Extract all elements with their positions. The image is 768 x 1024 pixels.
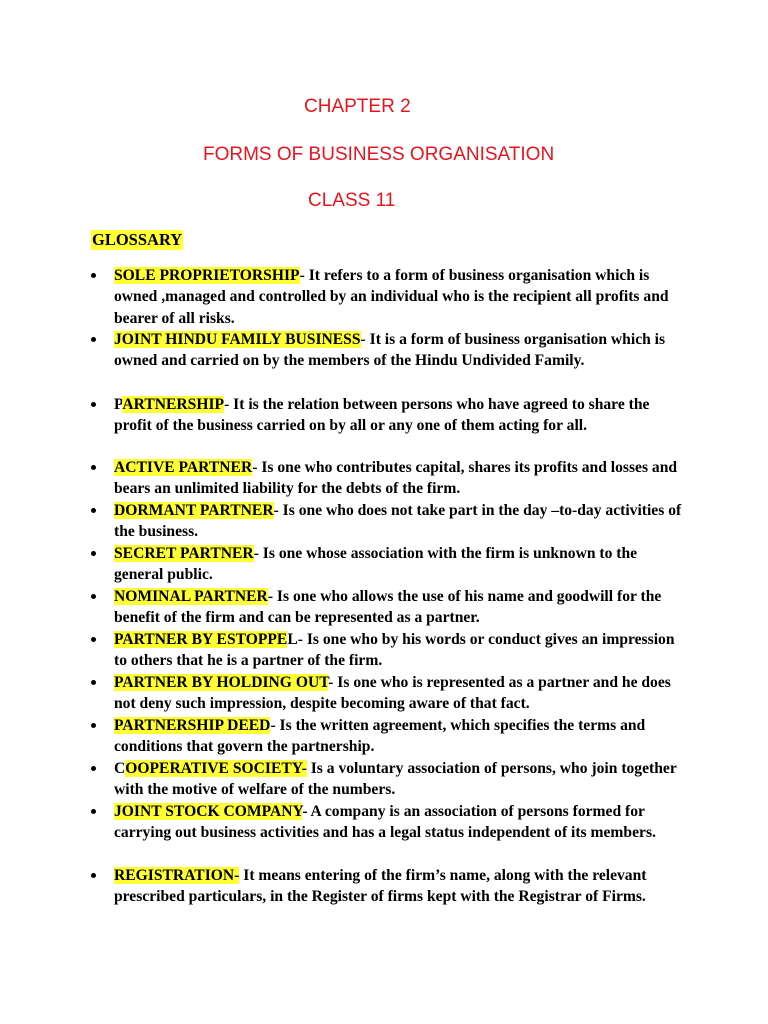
term-highlight: OOPERATIVE SOCIETY-: [125, 760, 307, 777]
term-highlight: DORMANT PARTNER: [114, 502, 274, 519]
bullet-icon: [91, 680, 96, 685]
bullet-icon: [91, 337, 96, 342]
glossary-item-partnership: [114, 394, 689, 437]
glossary-item-joint-hindu-family-business: [114, 329, 689, 372]
bullet-icon: [91, 873, 96, 878]
bullet-icon: [91, 402, 96, 407]
term-definition: It is a form of business organisation which is owned and carried on by the members of the Hindu Undivided Family.: [114, 331, 666, 370]
term-definition: It means entering of the firm’s name, along with the relevant prescribed particulars, in the Register of firms kept with the Registrar of Firms.: [114, 867, 647, 906]
term-dash: -: [299, 267, 305, 284]
glossary-item-partner-by-estoppel: [114, 629, 689, 672]
glossary-item-registration: [114, 865, 689, 908]
term-highlight: NOMINAL PARTNER: [114, 588, 268, 605]
term-definition: It is the relation between persons who have agreed to share the profit of the business carried on by all or any one of them acting for all.: [114, 396, 650, 435]
glossary-item-active-partner: [114, 457, 689, 500]
term-highlight: ARTNERSHIP: [122, 396, 225, 413]
term-definition: Is one who does not take part in the day –to-day activities of the business.: [114, 502, 682, 541]
term-dash: -: [360, 331, 366, 348]
term-dash: -: [302, 803, 308, 820]
term-dash: -: [252, 459, 258, 476]
term-dash: -: [224, 396, 230, 413]
term-dash: -: [253, 545, 259, 562]
term-dash: -: [328, 674, 334, 691]
bullet-icon: [91, 508, 96, 513]
term-highlight: ACTIVE PARTNER: [114, 459, 253, 476]
bullet-icon: [91, 273, 96, 278]
glossary-item-joint-stock-company: [114, 801, 689, 844]
term-definition: A company is an association of persons formed for carrying out business activities and has a legal status independent of its members.: [114, 803, 656, 842]
bullet-icon: [91, 809, 96, 814]
term-highlight: SOLE PROPRIETORSHIP: [114, 267, 300, 284]
term-dash: L-: [287, 631, 303, 648]
term-prefix: C: [114, 760, 126, 777]
bullet-icon: [91, 637, 96, 642]
term-definition: Is one whose association with the firm is unknown to the general public.: [114, 545, 638, 584]
term-definition: Is the written agreement, which specifies the terms and conditions that govern the partnership.: [114, 717, 646, 756]
glossary-heading: GLOSSARY: [92, 230, 183, 249]
subject-title: FORMS OF BUSINESS ORGANISATION: [203, 144, 555, 165]
bullet-icon: [91, 594, 96, 599]
bullet-icon: [91, 766, 96, 771]
term-definition: Is one who is represented as a partner and he does not deny such impression, despite becoming aware of that fact.: [114, 674, 671, 713]
term-definition: It refers to a form of business organisation which is owned ,managed and controlled by an individual who is the recipient all profits and bearer of all risks.: [114, 267, 669, 327]
term-highlight: PARTNERSHIP DEED: [114, 717, 271, 734]
glossary-item-partner-by-holding-out: [114, 672, 689, 715]
term-highlight: PARTNER BY ESTOPPE: [114, 631, 288, 648]
bullet-icon: [91, 465, 96, 470]
term-highlight: SECRET PARTNER: [114, 545, 254, 562]
term-dash: -: [267, 588, 274, 605]
glossary-item-dormant-partner: [114, 500, 689, 543]
bullet-icon: [91, 723, 96, 728]
term-highlight: JOINT HINDU FAMILY BUSINESS: [114, 331, 361, 348]
class-label: CLASS 11: [308, 190, 396, 211]
term-highlight: JOINT STOCK COMPANY: [114, 803, 303, 820]
term-highlight: REGISTRATION-: [114, 867, 240, 884]
term-definition: Is one who by his words or conduct gives an impression to others that he is a partner of the firm.: [114, 631, 675, 670]
term-definition: Is one who allows the use of his name and goodwill for the benefit of the firm and can be represented as a partner.: [114, 588, 662, 627]
glossary-item-nominal-partner: [114, 586, 689, 629]
chapter-label: CHAPTER 2: [304, 96, 411, 117]
bullet-icon: [91, 551, 96, 556]
term-prefix: P: [114, 396, 123, 413]
term-dash: -: [270, 717, 276, 734]
glossary-item-sole-proprietorship: [114, 265, 689, 329]
term-definition: Is a voluntary association of persons, who join together with the motive of welfare of the numbers.: [114, 760, 677, 799]
term-definition: Is one who contributes capital, shares its profits and losses and bears an unlimited liability for the debts of the firm.: [114, 459, 678, 498]
glossary-item-secret-partner: [114, 543, 689, 586]
term-dash: -: [273, 502, 279, 519]
glossary-item-cooperative-society: [114, 758, 689, 801]
term-highlight: PARTNER BY HOLDING OUT: [114, 674, 329, 691]
glossary-item-partnership-deed: [114, 715, 689, 758]
